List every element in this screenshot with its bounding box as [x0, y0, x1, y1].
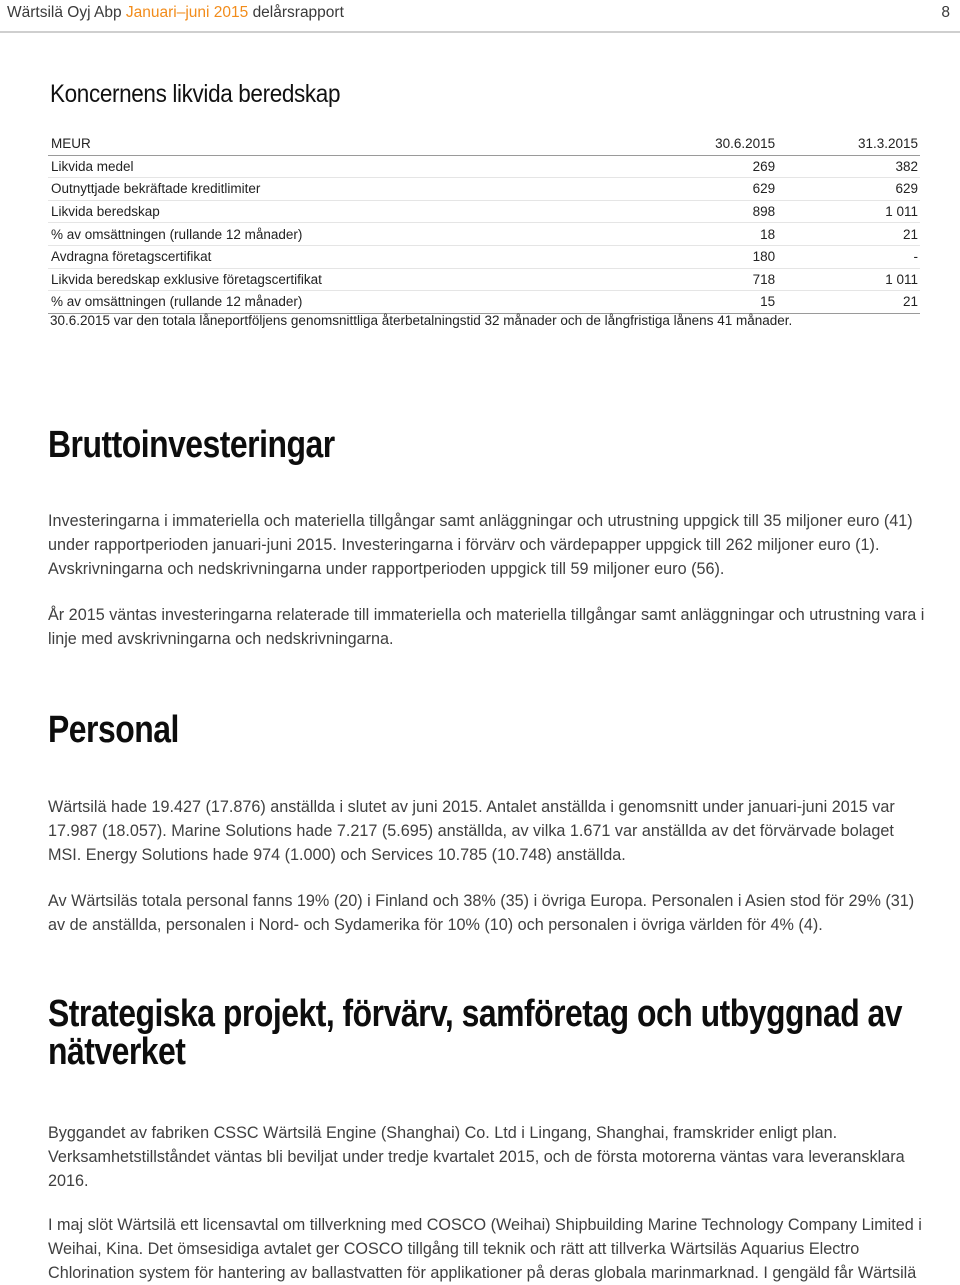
table-row [48, 178, 920, 201]
row-value-previous: 21 [777, 223, 920, 246]
row-value-current: 15 [688, 291, 778, 314]
table-row [48, 268, 920, 291]
row-label: Likvida medel [48, 155, 688, 178]
row-value-current: 180 [688, 245, 778, 268]
row-value-previous: 629 [777, 178, 920, 201]
row-value-previous: - [777, 245, 920, 268]
header-report: delårsrapport [252, 4, 344, 21]
row-value-previous: 1 011 [777, 200, 920, 223]
table-header-row [48, 133, 920, 155]
column-header-previous: 31.3.2015 [777, 133, 920, 155]
section-title-personnel: Personal [48, 709, 179, 751]
liquidity-title: Koncernens likvida beredskap [50, 80, 341, 108]
paragraph: Av Wärtsiläs totala personal fanns 19% (20) i Finland och 38% (35) i övriga Europa. Personalen i Asien stod för 29% (31) av de anställda, personalen i Nord- och Sydamerika för 10% (10) och personalen i övriga världen för 4% (4). [48, 892, 915, 934]
section-title-investments: Bruttoinvesteringar [48, 424, 335, 466]
paragraph: Investeringarna i immateriella och materiella tillgångar samt anläggningar och utrustning uppgick till 35 miljoner euro (41) under rapportperioden januari-juni 2015. Investeringarna i förvärv och värdepapper uppgick till 262 miljoner euro (1). Avskrivningarna och nedskrivningarna under rapportperioden uppgick till 59 miljoner euro (56). [48, 512, 913, 578]
row-label: Likvida beredskap [48, 200, 688, 223]
table-row [48, 200, 920, 223]
row-label: Likvida beredskap exklusive företagscertifikat [48, 268, 688, 291]
header-period: Januari–juni 2015 [125, 4, 249, 21]
liquidity-table [48, 133, 920, 314]
row-value-previous: 1 011 [777, 268, 920, 291]
row-value-previous: 21 [777, 291, 920, 314]
table-row [48, 291, 920, 314]
row-label: % av omsättningen (rullande 12 månader) [48, 223, 688, 246]
page-number: 8 [941, 4, 950, 21]
row-label: Avdragna företagscertifikat [48, 245, 688, 268]
paragraph: Wärtsilä hade 19.427 (17.876) anställda i slutet av juni 2015. Antalet anställda i genomsnitt under januari-juni 2015 var 17.987 (18.057). Marine Solutions hade 7.217 (5.695) anställda, av vilka 1.671 var anställda av det förvärvade bolaget MSI. Energy Solutions hade 974 (1.000) och Services 10.785 (10.748) anställda. [48, 798, 895, 864]
row-value-current: 18 [688, 223, 778, 246]
column-header-current: 30.6.2015 [688, 133, 778, 155]
column-header-label: MEUR [48, 133, 688, 155]
table-footnote: 30.6.2015 var den totala låneportföljens genomsnittliga återbetalningstid 32 månader och de långfristiga lånens 41 månader. [50, 313, 793, 328]
row-value-current: 718 [688, 268, 778, 291]
row-label: % av omsättningen (rullande 12 månader) [48, 291, 688, 314]
row-value-current: 269 [688, 155, 778, 178]
row-value-current: 898 [688, 200, 778, 223]
paragraph: Byggandet av fabriken CSSC Wärtsilä Engine (Shanghai) Co. Ltd i Lingang, Shanghai, framskrider enligt plan. Verksamhetstillståndet väntas bli beviljat under tredje kvartalet 2015, och de första motorerna väntas vara leveransklara 2016. [48, 1124, 905, 1190]
table-row [48, 223, 920, 246]
header-company: Wärtsilä Oyj Abp [7, 4, 122, 21]
header-title [7, 4, 344, 22]
table-row [48, 245, 920, 268]
row-value-current: 629 [688, 178, 778, 201]
row-label: Outnyttjade bekräftade kreditlimiter [48, 178, 688, 201]
paragraph: År 2015 väntas investeringarna relaterade till immateriella och materiella tillgångar samt anläggningar och utrustning vara i linje med avskrivningarna och nedskrivningarna. [48, 606, 925, 648]
row-value-previous: 382 [777, 155, 920, 178]
paragraph: I maj slöt Wärtsilä ett licensavtal om tillverkning med COSCO (Weihai) Shipbuilding Marine Technology Company Limited i Weihai, Kina. Det ömsesidiga avtalet ger COSCO tillgång till teknik och rätt att tillverka Wärtsiläs Aquarius Electro Chlorination system för hantering av ballastvatten för applikationer på deras globala marinmarknad. I gengäld får Wärtsilä [48, 1216, 922, 1282]
page-header [0, 0, 960, 33]
section-title-strategic: Strategiska projekt, förvärv, samföretag och utbyggnad av nätverket [48, 993, 903, 1073]
table-row [48, 155, 920, 178]
